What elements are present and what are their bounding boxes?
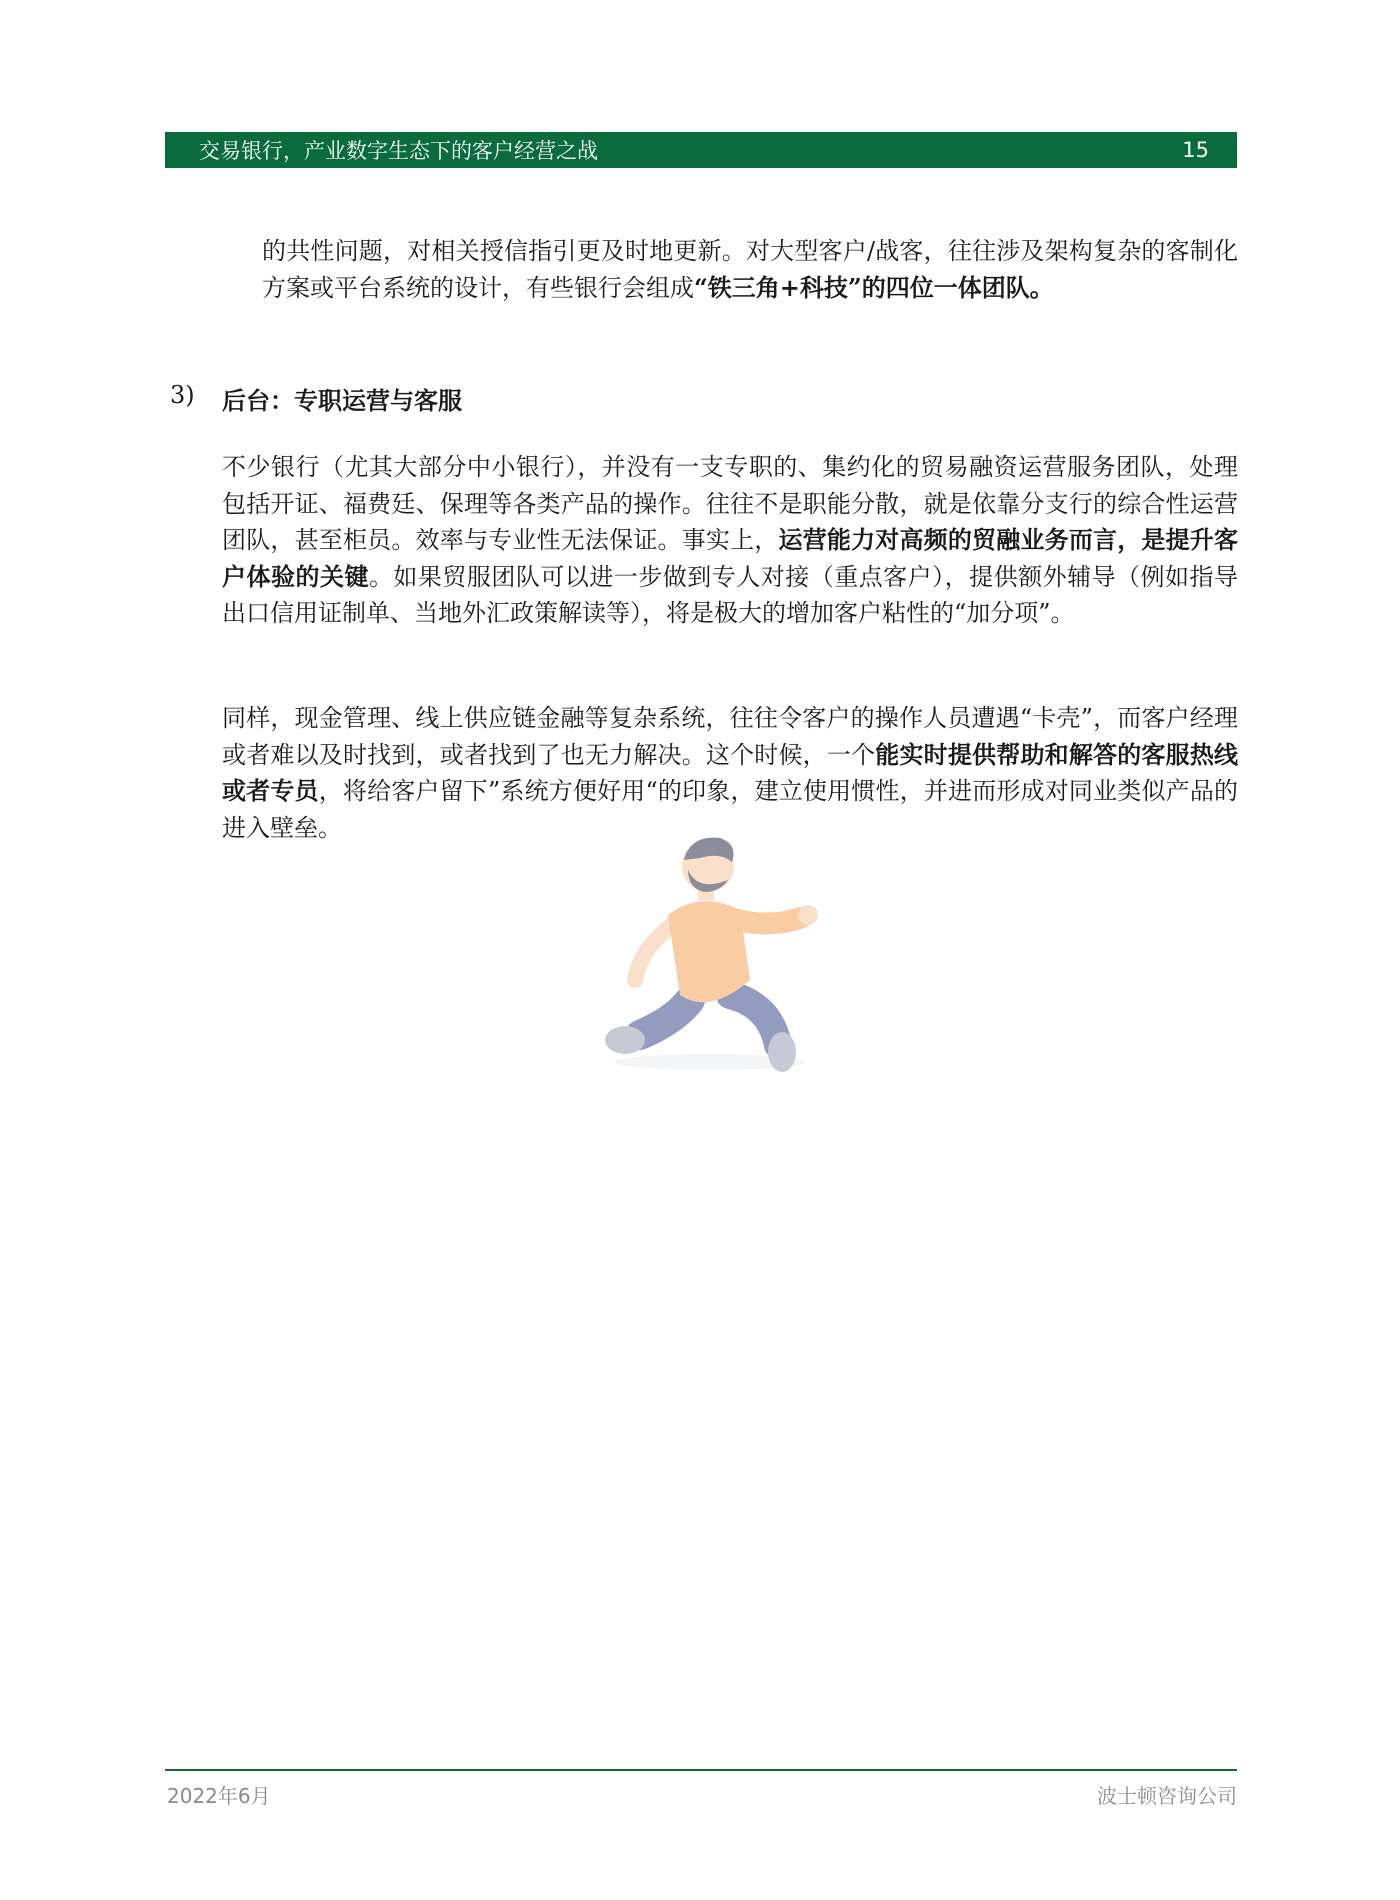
paragraph-text: 的共性问题，对相关授信指引更及时地更新。对大型客户/战客，往往涉及架构复杂的客制化方案或平台系统的设计，有些银行会组成 <box>262 237 1238 302</box>
paragraph-team <box>262 233 1238 306</box>
section-number: 3) <box>170 381 195 409</box>
running-person-icon <box>580 830 840 1075</box>
paragraph-customer-service <box>222 700 1238 846</box>
section-title: 后台：专职运营与客服 <box>222 386 462 415</box>
paragraph-text: 。如果贸服团队可以进一步做到专人对接（重点客户），提供额外辅导（例如指导出口信用证制单、当地外汇政策解读等），将是极大的增加客户粘性的“加分项”。 <box>222 562 1239 627</box>
footer-divider <box>165 1769 1237 1771</box>
paragraph-text: ，将给客户留下”系统方便好用“的印象，建立使用惯性，并进而形成对同业类似产品的进入壁垒。 <box>222 777 1238 842</box>
paragraph-text: 不少银行（尤其大部分中小银行），并没有一支专职的、集约化的贸易融资运营服务团队，处理包括开证、福费廷、保理等各类产品的操作。往往不是职能分散，就是依靠分支行的综合性运营团队，甚至柜员。效率与专业性无法保证。事实上， <box>222 453 1238 554</box>
paragraph-emphasis: 能实时提供帮助和解答的客服热线或者专员 <box>222 739 1239 805</box>
paragraph-operations <box>222 449 1238 632</box>
footer-company: 波士顿咨询公司 <box>1097 1784 1237 1808</box>
page-number: 15 <box>1182 138 1209 162</box>
paragraph-emphasis: 运营能力对高频的贸融业务而言，是提升客户体验的关键 <box>222 525 1239 591</box>
paragraph-text: 同样，现金管理、线上供应链金融等复杂系统，往往令客户的操作人员遭遇“卡壳”，而客户经理或者难以及时找到，或者找到了也无力解决。这个时候，一个 <box>222 704 1238 769</box>
header-title: 交易银行，产业数字生态下的客户经营之战 <box>199 139 598 163</box>
section-heading <box>170 381 462 416</box>
paragraph-emphasis: “铁三角+科技”的四位一体团队。 <box>694 272 1054 302</box>
footer-date: 2022年6月 <box>167 1784 271 1808</box>
